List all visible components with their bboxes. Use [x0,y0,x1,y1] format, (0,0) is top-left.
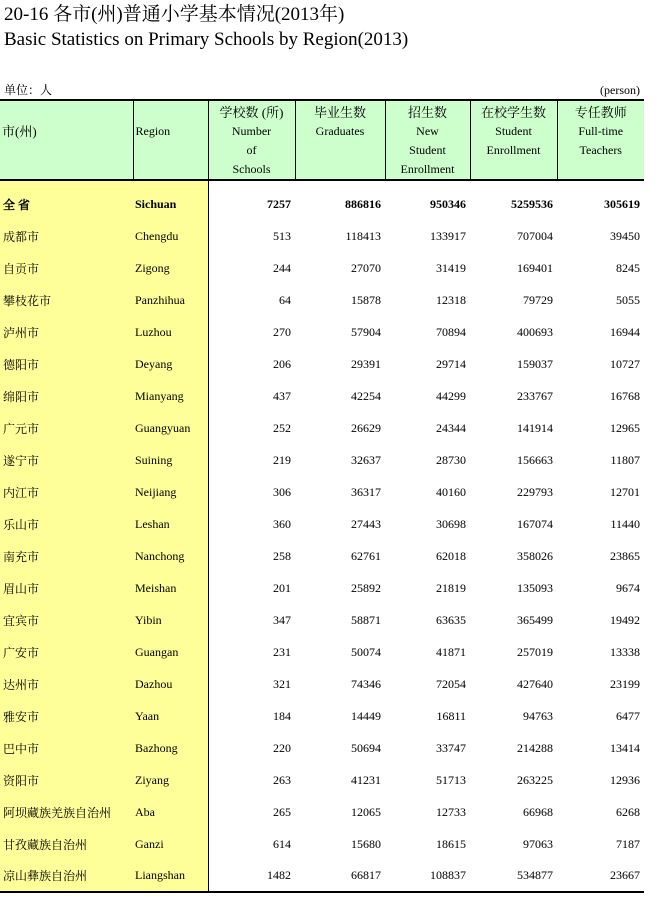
graduates-count: 29391 [351,356,381,371]
teachers-count: 13414 [610,740,640,755]
unit-label-chinese: 单位：人 [4,83,53,97]
region-name-chinese: 全 省 [0,180,133,220]
region-name-english: Yaan [133,700,208,732]
student-enrollment-count: 135093 [517,580,553,595]
graduates-count: 27070 [351,260,381,275]
region-name-english: Ganzi [133,828,208,860]
new-enrollment-count: 63635 [436,612,466,627]
table-row [0,700,644,732]
graduates-count: 36317 [351,484,381,499]
teachers-count: 11807 [610,452,640,467]
new-enrollment-count: 51713 [436,772,466,787]
student-enrollment-count: 400693 [517,324,553,339]
graduates-count: 74346 [351,676,381,691]
teachers-count: 39450 [610,228,640,243]
new-enrollment-count: 18615 [436,836,466,851]
student-enrollment-count: 159037 [517,356,553,371]
table-row [0,284,644,316]
graduates-count: 27443 [351,516,381,531]
graduates-count: 50074 [351,644,381,659]
student-enrollment-count: 214288 [517,740,553,755]
region-name-english: Dazhou [133,668,208,700]
table-row [0,636,644,668]
schools-count: 206 [273,356,291,371]
primary-schools-table [0,99,644,893]
region-name-chinese: 德阳市 [0,348,133,380]
graduates-count: 62761 [351,548,381,563]
region-name-english: Meishan [133,572,208,604]
teachers-count: 16768 [610,388,640,403]
region-name-english: Leshan [133,508,208,540]
graduates-count: 57904 [351,324,381,339]
schools-count: 244 [273,260,291,275]
table-row [0,220,644,252]
schools-count: 1482 [208,860,295,892]
region-name-chinese: 攀枝花市 [0,284,133,316]
region-name-english: Yibin [133,604,208,636]
student-enrollment-count: 5259536 [511,197,553,211]
teachers-count: 23865 [610,548,640,563]
header-region-english: Region [133,100,208,180]
new-enrollment-count: 62018 [436,548,466,563]
student-enrollment-count: 229793 [517,484,553,499]
region-name-english: Panzhihua [133,284,208,316]
new-enrollment-count: 16811 [436,708,466,723]
header-graduates: 毕业生数 Graduates [295,100,385,180]
teachers-count: 9674 [616,580,640,595]
table-row [0,572,644,604]
region-name-chinese: 遂宁市 [0,444,133,476]
new-enrollment-count: 40160 [436,484,466,499]
region-name-english: Aba [133,796,208,828]
schools-count: 306 [273,484,291,499]
table-row [0,508,644,540]
region-name-chinese: 雅安市 [0,700,133,732]
new-enrollment-count: 30698 [436,516,466,531]
teachers-count: 13338 [610,644,640,659]
student-enrollment-count: 167074 [517,516,553,531]
teachers-count: 16944 [610,324,640,339]
region-name-english: Nanchong [133,540,208,572]
table-row [0,316,644,348]
new-enrollment-count: 41871 [436,644,466,659]
teachers-count: 5055 [616,292,640,307]
schools-count: 258 [273,548,291,563]
graduates-count: 66817 [295,860,385,892]
student-enrollment-count: 66968 [523,804,553,819]
region-name-chinese: 成都市 [0,220,133,252]
teachers-count: 19492 [610,612,640,627]
graduates-count: 14449 [351,708,381,723]
table-row [0,252,644,284]
new-enrollment-count: 31419 [436,260,466,275]
schools-count: 437 [273,388,291,403]
region-name-chinese: 达州市 [0,668,133,700]
new-enrollment-count: 29714 [436,356,466,371]
region-name-english: Sichuan [133,180,208,220]
region-name-chinese: 资阳市 [0,764,133,796]
header-student-enrollment: 在校学生数 Student Enrollment [470,100,557,180]
schools-count: 184 [273,708,291,723]
region-name-english: Ziyang [133,764,208,796]
teachers-count: 6268 [616,804,640,819]
region-name-chinese: 绵阳市 [0,380,133,412]
schools-count: 220 [273,740,291,755]
region-name-english: Suining [133,444,208,476]
table-row [0,764,644,796]
student-enrollment-count: 263225 [517,772,553,787]
region-name-english: Deyang [133,348,208,380]
teachers-count: 305619 [604,197,640,211]
student-enrollment-count: 358026 [517,548,553,563]
graduates-count: 25892 [351,580,381,595]
region-name-chinese: 巴中市 [0,732,133,764]
new-enrollment-count: 24344 [436,420,466,435]
new-enrollment-count: 33747 [436,740,466,755]
teachers-count: 11440 [610,516,640,531]
table-row [0,668,644,700]
region-name-chinese: 泸州市 [0,316,133,348]
table-row [0,476,644,508]
schools-count: 321 [273,676,291,691]
table-row [0,348,644,380]
region-name-english: Neijiang [133,476,208,508]
region-name-chinese: 甘孜藏族自治州 [0,828,133,860]
student-enrollment-count: 156663 [517,452,553,467]
table-row-total [0,180,644,220]
student-enrollment-count: 94763 [523,708,553,723]
student-enrollment-count: 534877 [470,860,557,892]
new-enrollment-count: 950346 [430,197,466,211]
student-enrollment-count: 707004 [517,228,553,243]
new-enrollment-count: 72054 [436,676,466,691]
student-enrollment-count: 365499 [517,612,553,627]
new-enrollment-count: 70894 [436,324,466,339]
new-enrollment-count: 108837 [385,860,470,892]
region-name-chinese: 内江市 [0,476,133,508]
table-row [0,796,644,828]
region-name-chinese: 南充市 [0,540,133,572]
student-enrollment-count: 427640 [517,676,553,691]
new-enrollment-count: 44299 [436,388,466,403]
graduates-count: 58871 [351,612,381,627]
region-name-english: Chengdu [133,220,208,252]
page-title-english: Basic Statistics on Primary Schools by Region(2013) [4,29,409,50]
teachers-count: 6477 [616,708,640,723]
student-enrollment-count: 79729 [523,292,553,307]
schools-count: 513 [273,228,291,243]
graduates-count: 12065 [351,804,381,819]
graduates-count: 50694 [351,740,381,755]
teachers-count: 8245 [616,260,640,275]
new-enrollment-count: 133917 [430,228,466,243]
table-row [0,604,644,636]
region-name-chinese: 乐山市 [0,508,133,540]
student-enrollment-count: 169401 [517,260,553,275]
teachers-count: 12936 [610,772,640,787]
table-header-row [0,100,644,180]
header-teachers: 专任教师 Full-time Teachers [557,100,644,180]
schools-count: 7257 [267,197,291,211]
page-title-chinese: 20-16 各市(州)普通小学基本情况(2013年) [4,4,345,25]
schools-count: 270 [273,324,291,339]
schools-count: 231 [273,644,291,659]
table-row [0,540,644,572]
graduates-count: 26629 [351,420,381,435]
graduates-count: 41231 [351,772,381,787]
teachers-count: 23199 [610,676,640,691]
schools-count: 219 [273,452,291,467]
student-enrollment-count: 233767 [517,388,553,403]
schools-count: 252 [273,420,291,435]
student-enrollment-count: 257019 [517,644,553,659]
new-enrollment-count: 12733 [436,804,466,819]
region-name-english: Zigong [133,252,208,284]
table-row [0,444,644,476]
graduates-count: 15878 [351,292,381,307]
header-region-chinese: 市(州) [0,100,133,180]
new-enrollment-count: 21819 [436,580,466,595]
schools-count: 347 [273,612,291,627]
region-name-english: Luzhou [133,316,208,348]
teachers-count: 10727 [610,356,640,371]
region-name-chinese: 阿坝藏族羌族自治州 [0,796,133,828]
graduates-count: 118413 [345,228,381,243]
student-enrollment-count: 97063 [523,836,553,851]
schools-count: 360 [273,516,291,531]
table-row [0,412,644,444]
unit-label-english: (person) [600,83,640,97]
region-name-chinese: 眉山市 [0,572,133,604]
schools-count: 263 [273,772,291,787]
table-row [0,860,644,892]
region-name-chinese: 广元市 [0,412,133,444]
teachers-count: 12701 [610,484,640,499]
graduates-count: 42254 [351,388,381,403]
header-schools: 学校数 (所) Number of Schools [208,100,295,180]
region-name-chinese: 凉山彝族自治州 [0,860,133,892]
table-row [0,732,644,764]
new-enrollment-count: 28730 [436,452,466,467]
new-enrollment-count: 12318 [436,292,466,307]
teachers-count: 23667 [557,860,644,892]
region-name-english: Bazhong [133,732,208,764]
schools-count: 614 [273,836,291,851]
schools-count: 64 [279,292,291,307]
region-name-english: Liangshan [133,860,208,892]
graduates-count: 15680 [351,836,381,851]
graduates-count: 32637 [351,452,381,467]
region-name-chinese: 自贡市 [0,252,133,284]
teachers-count: 7187 [616,836,640,851]
region-name-chinese: 宜宾市 [0,604,133,636]
table-row [0,828,644,860]
header-new-enrollment: 招生数 New Student Enrollment [385,100,470,180]
table-row [0,380,644,412]
region-name-chinese: 广安市 [0,636,133,668]
schools-count: 201 [273,580,291,595]
student-enrollment-count: 141914 [517,420,553,435]
region-name-english: Guangan [133,636,208,668]
graduates-count: 886816 [345,197,381,211]
schools-count: 265 [273,804,291,819]
teachers-count: 12965 [610,420,640,435]
region-name-english: Mianyang [133,380,208,412]
table-body [0,180,644,892]
region-name-english: Guangyuan [133,412,208,444]
